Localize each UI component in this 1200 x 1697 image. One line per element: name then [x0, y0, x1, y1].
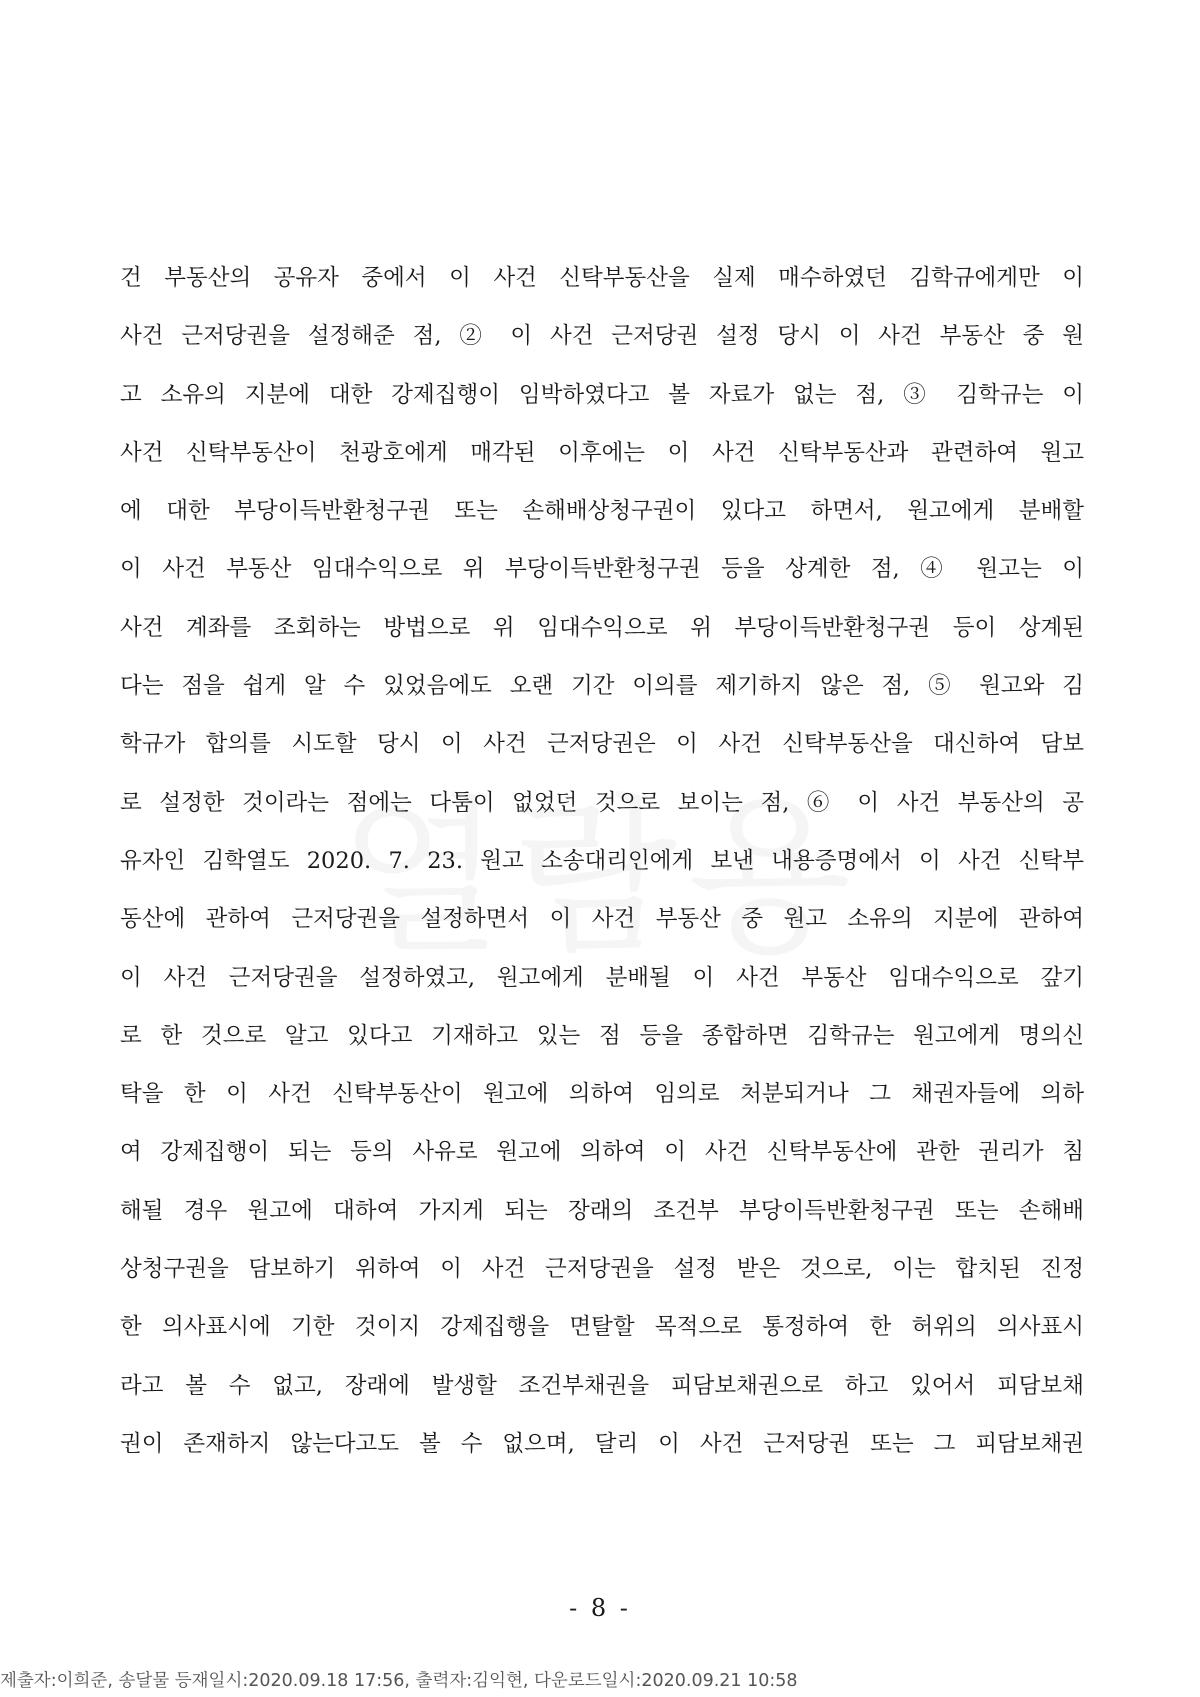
text-line: 이 사건 부동산 임대수익으로 위 부당이득반환청구권 등을 상계한 점, ④ 원고는 이	[120, 556, 1084, 583]
text-line: 해될 경우 원고에 대하여 가지게 되는 장래의 조건부 부당이득반환청구권 또는 손해배	[120, 1197, 1084, 1224]
text-line: 유자인 김학열도 2020. 7. 23. 원고 소송대리인에게 보낸 내용증명에서 이 사건 신탁부	[120, 847, 1084, 874]
text-line: 건 부동산의 공유자 중에서 이 사건 신탁부동산을 실제 매수하였던 김학규에게만 이	[120, 265, 1084, 291]
text-line: 탁을 한 이 사건 신탁부동산이 원고에 의하여 임의로 처분되거나 그 채권자들에 의하	[120, 1081, 1084, 1108]
text-line: 에 대한 부당이득반환청구권 또는 손해배상청구권이 있다고 하면서, 원고에게 분배할	[120, 498, 1084, 525]
text-line: 동산에 관하여 근저당권을 설정하면서 이 사건 부동산 중 원고 소유의 지분에 관하여	[120, 906, 1084, 933]
text-line: 권이 존재하지 않는다고도 볼 수 없으며, 달리 이 사건 근저당권 또는 그 피담보채권	[120, 1430, 1084, 1457]
text-line: 여 강제집행이 되는 등의 사유로 원고에 의하여 이 사건 신탁부동산에 관한 권리가 침	[120, 1139, 1084, 1166]
text-line: 다는 점을 쉽게 알 수 있었음에도 오랜 기간 이의를 제기하지 않은 점, ⑤ 원고와 김	[120, 673, 1084, 700]
text-line: 라고 볼 수 없고, 장래에 발생할 조건부채권을 피담보채권으로 하고 있어서 피담보채	[120, 1372, 1084, 1399]
text-line: 사건 근저당권을 설정해준 점, ② 이 사건 근저당권 설정 당시 이 사건 부동산 중 원	[120, 323, 1084, 350]
text-line: 고 소유의 지분에 대한 강제집행이 임박하였다고 볼 자료가 없는 점, ③ 김학규는 이	[120, 381, 1084, 408]
body-text	[120, 249, 1084, 1473]
text-line: 한 의사표시에 기한 것이지 강제집행을 면탈할 목적으로 통정하여 한 허위의 의사표시	[120, 1314, 1084, 1341]
text-line: 로 설정한 것이라는 점에는 다툼이 없었던 것으로 보이는 점, ⑥ 이 사건 부동산의 공	[120, 789, 1084, 816]
text-line: 학규가 합의를 시도할 당시 이 사건 근저당권은 이 사건 신탁부동산을 대신하여 담보	[120, 731, 1084, 758]
text-line: 이 사건 근저당권을 설정하였고, 원고에게 분배될 이 사건 부동산 임대수익으로 갚기	[120, 964, 1084, 991]
text-line: 사건 계좌를 조회하는 방법으로 위 임대수익으로 위 부당이득반환청구권 등이 상계된	[120, 614, 1084, 641]
text-line: 사건 신탁부동산이 천광호에게 매각된 이후에는 이 사건 신탁부동산과 관련하여 원고	[120, 439, 1084, 466]
text-line: 로 한 것으로 알고 있다고 기재하고 있는 점 등을 종합하면 김학규는 원고에게 명의신	[120, 1022, 1084, 1049]
text-line: 상청구권을 담보하기 위하여 이 사건 근저당권을 설정 받은 것으로, 이는 합치된 진정	[120, 1256, 1084, 1283]
page-number: - 8 -	[569, 1594, 631, 1622]
footer-metadata: 제출자:이희준, 송달물 등재일시:2020.09.18 17:56, 출력자:김익현, 다운로드일시:2020.09.21 10:58	[0, 1671, 798, 1691]
